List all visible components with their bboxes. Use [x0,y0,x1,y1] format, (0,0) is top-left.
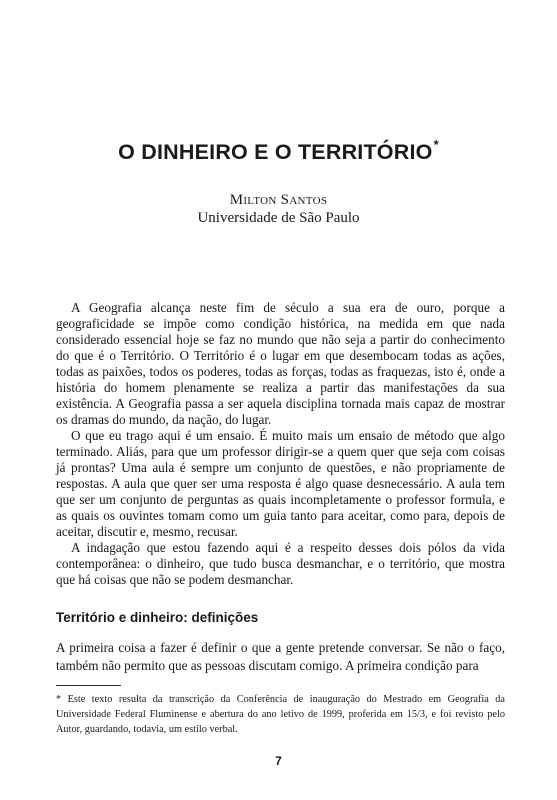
article-title [0,137,557,165]
footnote: * Este texto resulta da transcrição da Conferência de inauguração do Mestrado em Geografia da Universidade Federal Fluminense e abertura do ano letivo de 1999, proferida em 15/3, e foi revisto pelo Autor, guardando, todavia, um estilo verbal. [56,694,505,735]
paragraph: A Geografia alcança neste fim de século a sua era de ouro, porque a geograficidade se impõe como condição histórica, na medida em que nada considerado essencial hoje se faz no mundo que não seja a partir do conhecimento do que é o Território. O Território é o lugar em que desembocam todas as ações, todas as paixões, todos os poderes, todas as forças, todas as fraquezas, isto é, onde a história do homem plenamente se realiza a partir das manifestações da sua existência. A Geografia passa a ser aquela disciplina tornada mais capaz de mostrar os dramas do mundo, da nação, do lugar. [56,300,505,427]
article-title-text: O DINHEIRO E O TERRITÓRIO [118,140,433,164]
paragraph: A indagação que estou fazendo aqui é a respeito desses dois pólos da vida contemporânea: o dinheiro, que tudo busca desmanchar, e o território, que mostra que há coisas que não se podem desmanchar. [56,540,505,587]
paragraph: O que eu trago aqui é um ensaio. É muito mais um ensaio de método que algo terminado. Aliás, para que um professor dirigir-se a quem quer que seja com coisas já prontas? Uma aula é sempre um conjunto de questões, e não propriamente de respostas. A aula que quer ser uma resposta é algo quase desnecessário. A aula tem que ser um conjunto de perguntas as quais incompletamente o professor formula, e as quais os ouvintes tomam como um guia tanto para aceitar, como para, depois de aceitar, discutir e, mesmo, recusar. [56,428,505,539]
body-text [56,300,505,588]
footnote-marker: * [433,137,439,152]
section-body [56,639,505,675]
page-number: 7 [275,754,282,768]
paragraph: A primeira coisa a fazer é definir o que a gente pretende conversar. Se não o faço, também não permito que as pessoas discutam comigo. A primeira condição para [56,640,505,673]
author-name: Milton Santos [229,192,328,208]
author-affiliation: Universidade de São Paulo [197,210,360,226]
section-heading: Território e dinheiro: definições [56,610,259,625]
footnote-divider [56,685,121,686]
